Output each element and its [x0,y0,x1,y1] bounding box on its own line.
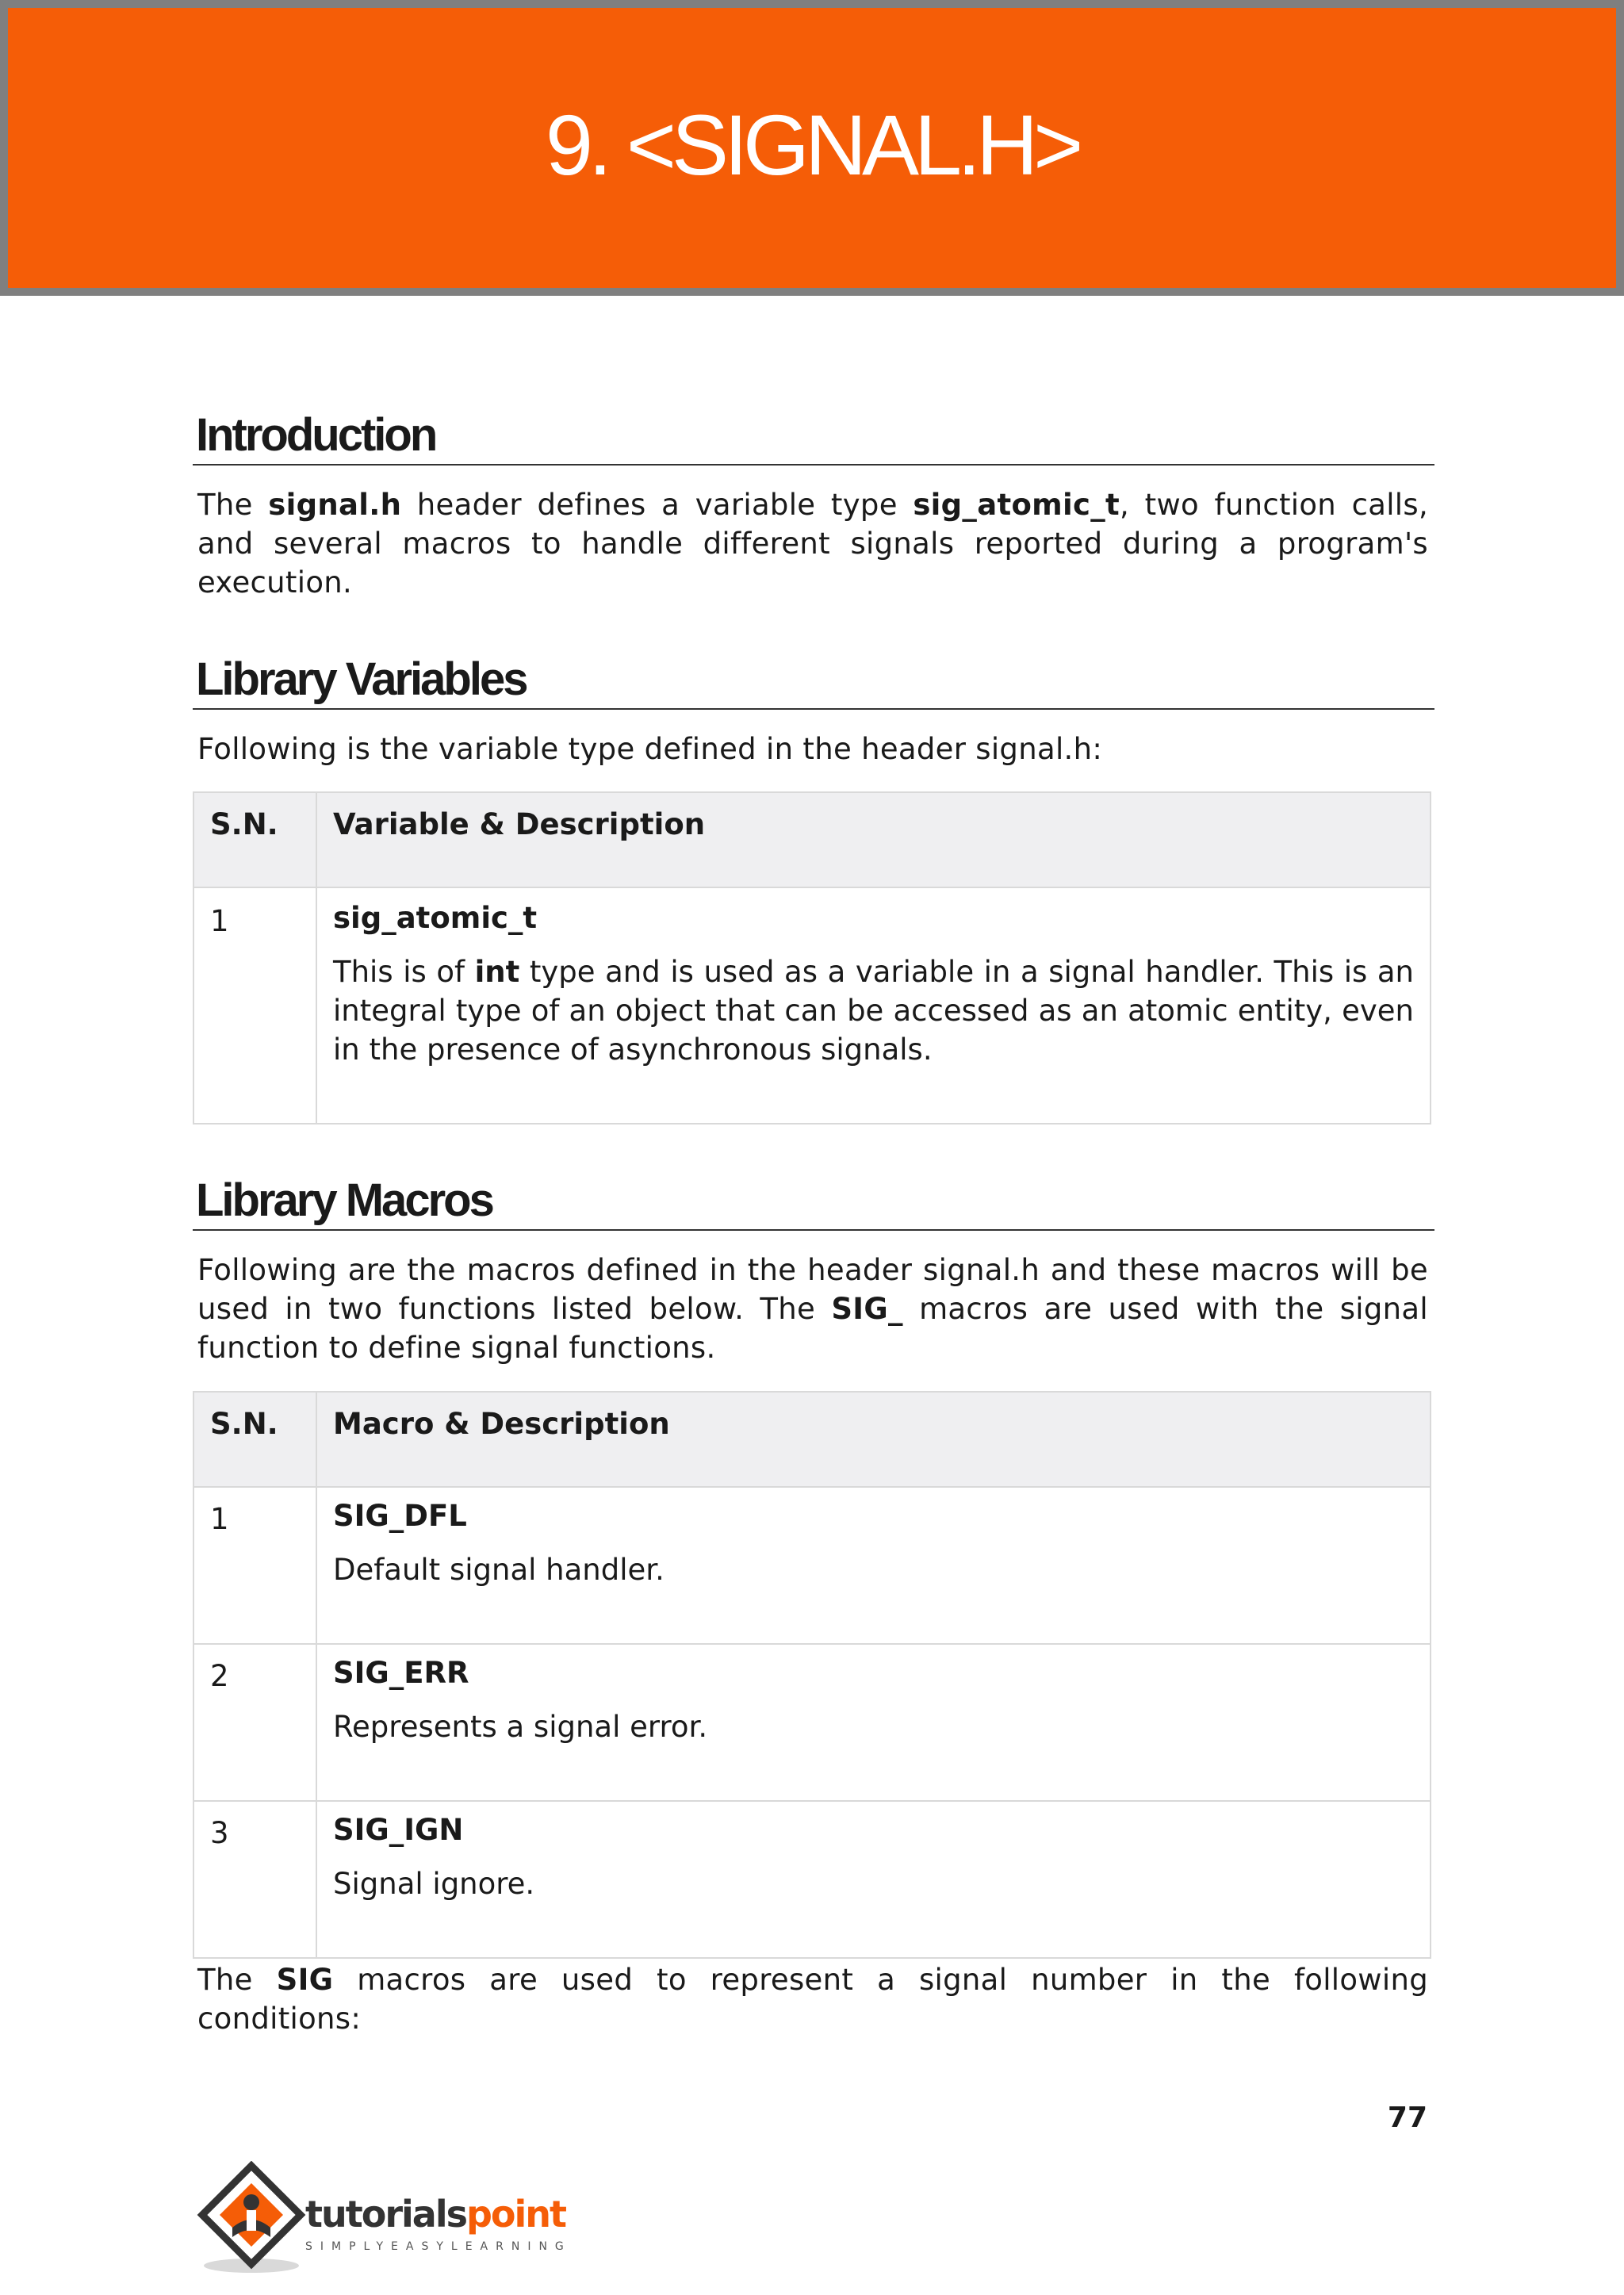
desc-text-2: type and is used as a variable in a signal handler. This is an integral type of an object that can be accessed as an atomic entity, even in the presence of asynchronous signals. [333,955,1414,1067]
row-desc: Default signal handler. [333,1553,665,1587]
macros-outro [197,1960,1428,2038]
intro-text-1: The [197,488,269,522]
macros-intro-text-2: macros are used with the signal function to define signal functions. [197,1292,1428,1365]
macros-intro-text-1: Following are the macros defined in the header signal.h and these macros will be used in two functions listed below. The [197,1253,1428,1326]
column-header-sn: S.N. [193,1392,316,1487]
table-header-row [193,792,1431,887]
row-description [316,1801,1431,1958]
macros-intro [197,1251,1428,1367]
macros-table [193,1391,1431,1959]
macros-intro-sig: SIG_ [831,1292,903,1326]
logo-tagline: SIMPLYEASYLEARNING [305,2240,572,2253]
logo-word-point: point [465,2193,566,2236]
desc-text-1: This is of [333,955,475,989]
column-header-description: Macro & Description [316,1392,1431,1487]
heading-introduction: Introduction [193,408,1434,466]
row-desc: Signal ignore. [333,1867,535,1901]
logo-diamond-icon [194,2161,313,2280]
heading-library-macros: Library Macros [193,1174,1434,1231]
row-description [316,1644,1431,1801]
row-sn: 1 [193,887,316,1124]
chapter-title: 9. <SIGNAL.H> [545,97,1079,193]
variables-intro: Following is the variable type defined in the header signal.h: [197,732,1103,766]
row-sn: 3 [193,1801,316,1958]
row-description [316,887,1431,1124]
row-desc [333,952,1414,1069]
table-row [193,1487,1431,1644]
row-term: SIG_ERR [333,1656,469,1690]
heading-library-variables: Library Variables [193,653,1434,710]
table-row [193,1644,1431,1801]
row-term: SIG_IGN [333,1813,464,1847]
intro-sig-atomic-t: sig_atomic_t [913,488,1120,522]
intro-text-2: header defines a variable type [401,488,914,522]
column-header-description: Variable & Description [316,792,1431,887]
row-sn: 1 [193,1487,316,1644]
table-header-row [193,1392,1431,1487]
row-description [316,1487,1431,1644]
page-number: 77 [1387,2102,1427,2134]
intro-text-3: , two function calls, and several macros to handle different signals reported during a program's execution. [197,488,1429,600]
chapter-banner [0,0,1624,296]
table-row [193,887,1431,1124]
variables-table [193,791,1431,1125]
outro-text-1: The [197,1963,277,1997]
row-term: SIG_DFL [333,1499,467,1533]
table-row [193,1801,1431,1958]
logo-wordmark [305,2193,565,2236]
outro-text-2: macros are used to represent a signal number in the following conditions: [197,1963,1428,2036]
intro-signal-h: signal.h [268,488,402,522]
column-header-sn: S.N. [193,792,316,887]
row-term: sig_atomic_t [333,901,538,935]
logo-word-tutorials: tutorials [305,2193,466,2236]
row-desc: Represents a signal error. [333,1710,708,1744]
tutorialspoint-logo [194,2161,572,2272]
outro-sig: SIG [276,1963,334,1997]
introduction-paragraph [197,485,1428,602]
desc-int: int [474,955,520,989]
row-sn: 2 [193,1644,316,1801]
